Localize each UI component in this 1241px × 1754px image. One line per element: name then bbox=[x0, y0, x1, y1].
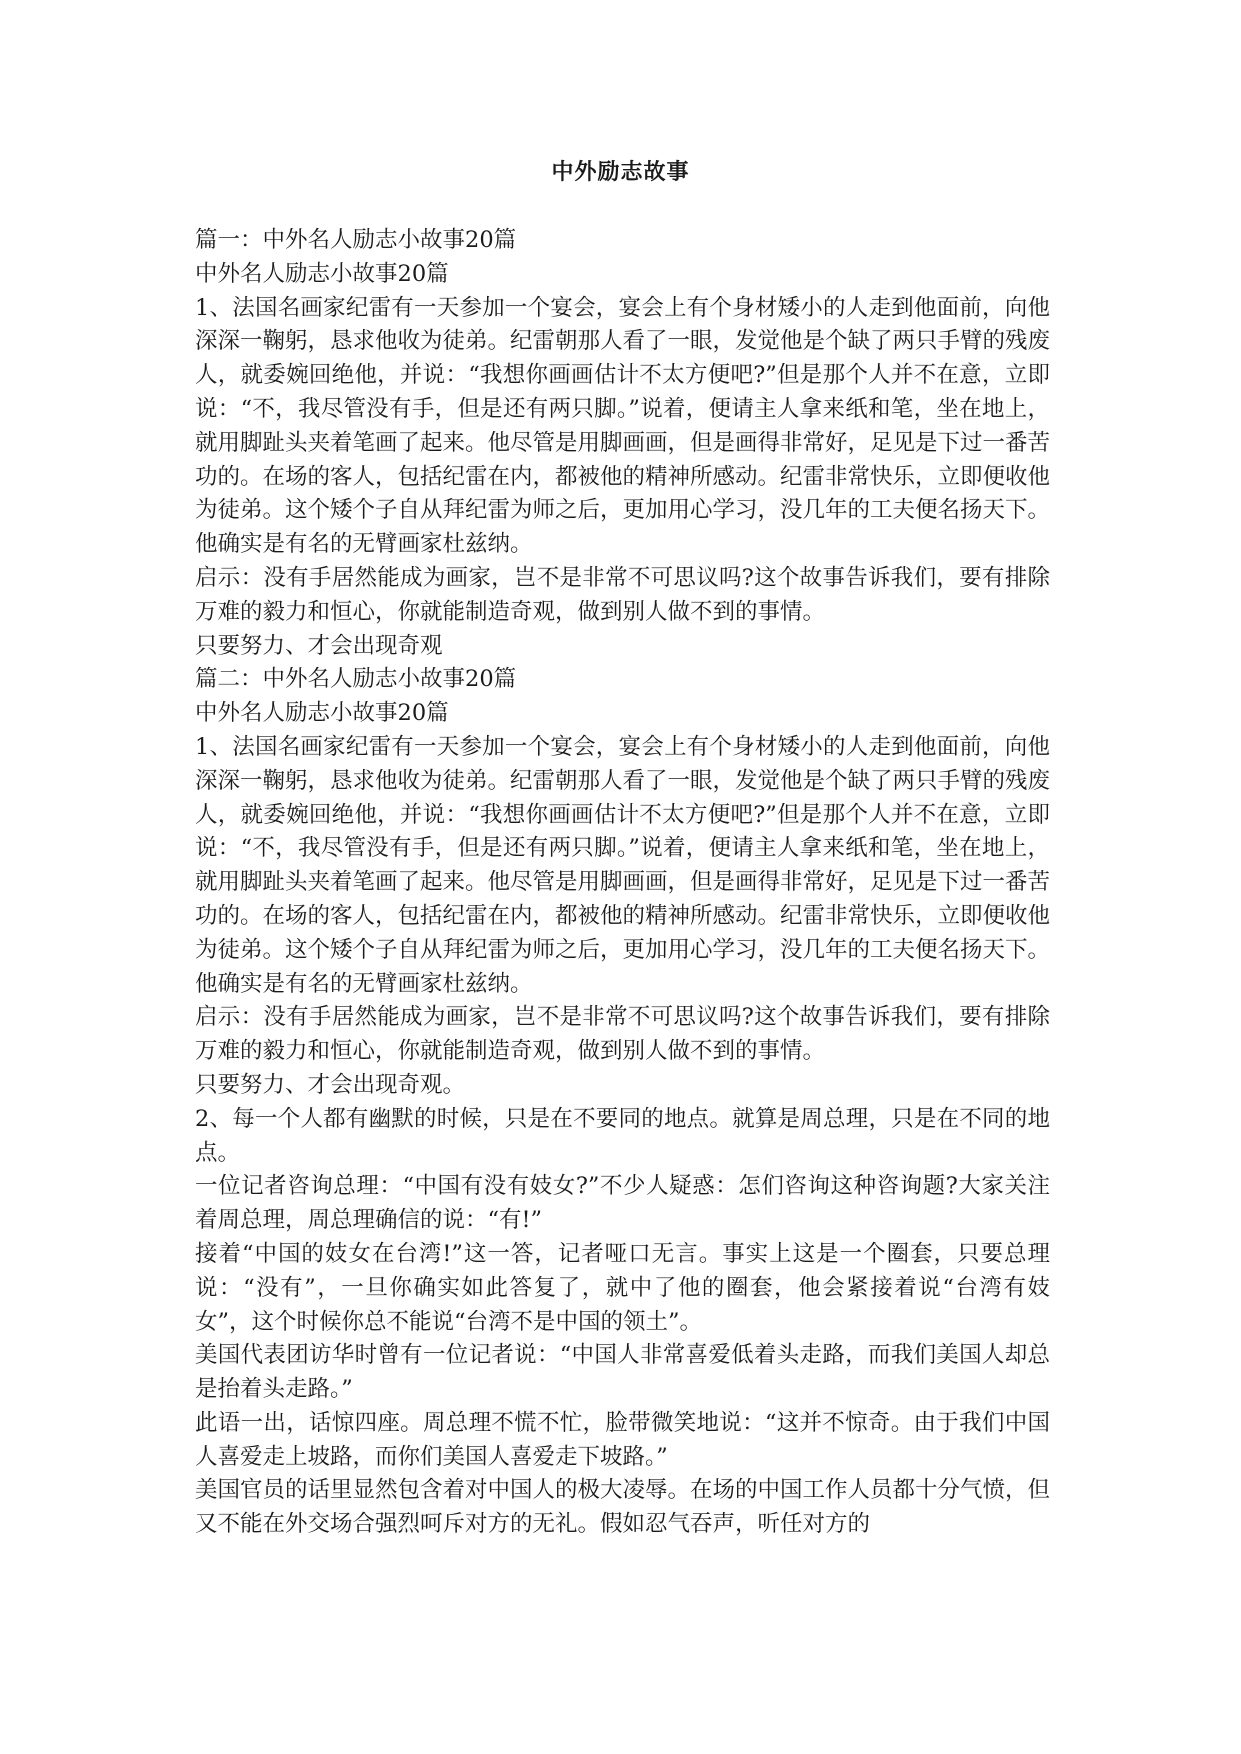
story-paragraph: 1、法国名画家纪雷有一天参加一个宴会，宴会上有个身材矮小的人走到他面前，向他深深一鞠躬，恳求他收为徒弟。纪雷朝那人看了一眼，发觉他是个缺了两只手臂的残废人，就委婉回绝他，并说：“我想你画画估计不太方便吧?”但是那个人并不在意，立即说：“不，我尽管没有手，但是还有两只脚。”说着，便请主人拿来纸和笔，坐在地上，就用脚趾头夹着笔画了起来。他尽管是用脚画画，但是画得非常好，足见是下过一番苦功的。在场的客人，包括纪雷在内，都被他的精神所感动。纪雷非常快乐，立即便收他为徒弟。这个矮个子自从拜纪雷为师之后，更加用心学习，没几年的工夫便名扬天下。他确实是有名的无臂画家杜兹纳。 bbox=[195, 733, 1051, 997]
document-body bbox=[195, 224, 1050, 1542]
section-subtitle-1: 中外名人励志小故事20篇 bbox=[195, 260, 449, 287]
section-heading-1: 篇一：中外名人励志小故事20篇 bbox=[195, 227, 517, 253]
story-paragraph: 接着“中国的妓女在台湾!”这一答，记者哑口无言。事实上这是一个圈套，只要总理说：“没有”，一旦你确实如此答复了，就中了他的圈套，他会紧接着说“台湾有妓女”，这个时候你总不能说“台湾不是中国的领土”。 bbox=[195, 1240, 1050, 1335]
document-title: 中外励志故事 bbox=[551, 159, 690, 185]
story-paragraph: 一位记者咨询总理：“中国有没有妓女?”不少人疑惑：怎们咨询这种咨询题?大家关注着周总理，周总理确信的说：“有!” bbox=[195, 1173, 1050, 1234]
story-paragraph: 美国官员的话里显然包含着对中国人的极大凌辱。在场的中国工作人员都十分气愤，但又不能在外交场合强烈呵斥对方的无礼。假如忍气吞声，听任对方的 bbox=[195, 1477, 1051, 1538]
story-paragraph: 此语一出，话惊四座。周总理不慌不忙，脸带微笑地说：“这并不惊奇。由于我们中国人喜爱走上坡路，而你们美国人喜爱走下坡路。” bbox=[195, 1409, 1050, 1470]
story-insight: 启示：没有手居然能成为画家，岂不是非常不可思议吗?这个故事告诉我们，要有排除万难的毅力和恒心，你就能制造奇观，做到别人做不到的事情。 bbox=[195, 564, 1050, 625]
section-heading-2: 篇二：中外名人励志小故事20篇 bbox=[195, 666, 517, 693]
section-subtitle-2: 中外名人励志小故事20篇 bbox=[195, 700, 449, 727]
story-moral: 只要努力、才会出现奇观 bbox=[195, 632, 443, 659]
story-moral: 只要努力、才会出现奇观。 bbox=[195, 1071, 466, 1098]
story-paragraph: 1、法国名画家纪雷有一天参加一个宴会，宴会上有个身材矮小的人走到他面前，向他深深一鞠躬，恳求他收为徒弟。纪雷朝那人看了一眼，发觉他是个缺了两只手臂的残废人，就委婉回绝他，并说：“我想你画画估计不太方便吧?”但是那个人并不在意，立即说：“不，我尽管没有手，但是还有两只脚。”说着，便请主人拿来纸和笔，坐在地上，就用脚趾头夹着笔画了起来。他尽管是用脚画画，但是画得非常好，足见是下过一番苦功的。在场的客人，包括纪雷在内，都被他的精神所感动。纪雷非常快乐，立即便收他为徒弟。这个矮个子自从拜纪雷为师之后，更加用心学习，没几年的工夫便名扬天下。他确实是有名的无臂画家杜兹纳。 bbox=[195, 294, 1051, 558]
story-paragraph: 2、每一个人都有幽默的时候，只是在不要同的地点。就算是周总理，只是在不同的地点。 bbox=[195, 1105, 1050, 1166]
story-insight: 启示：没有手居然能成为画家，岂不是非常不可思议吗?这个故事告诉我们，要有排除万难的毅力和恒心，你就能制造奇观，做到别人做不到的事情。 bbox=[195, 1004, 1050, 1065]
story-paragraph: 美国代表团访华时曾有一位记者说：“中国人非常喜爱低着头走路，而我们美国人却总是抬着头走路。” bbox=[195, 1342, 1050, 1403]
